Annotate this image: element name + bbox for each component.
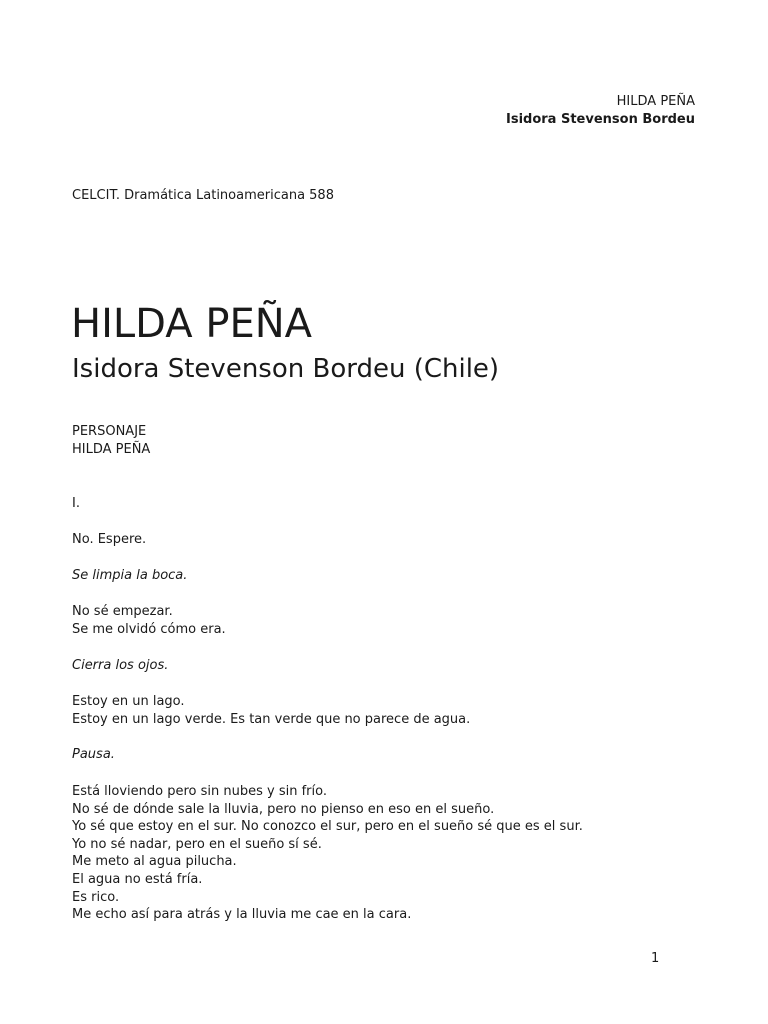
play-author: Isidora Stevenson Bordeu (Chile): [72, 354, 500, 384]
dialogue-line: Me echo así para atrás y la lluvia me cae en la cara.: [72, 907, 412, 923]
stage-direction: Se limpia la boca.: [72, 568, 188, 583]
running-header-title: HILDA PEÑA: [616, 94, 695, 109]
dialogue-line: Yo sé que estoy en el sur. No conozco el sur, pero en el sueño sé que es el sur.: [72, 819, 583, 835]
dialogue-line: Se me olvidó cómo era.: [72, 621, 226, 637]
dialogue-paragraph: [72, 603, 226, 638]
dialogue-line: No sé empezar.: [72, 604, 173, 619]
dialogue-line: No sé de dónde sale la lluvia, pero no pienso en eso en el sueño.: [72, 801, 495, 817]
characters-heading: PERSONAJE: [72, 424, 147, 439]
page-number: 1: [651, 951, 660, 966]
running-header-author: Isidora Stevenson Bordeu: [506, 112, 695, 127]
series-line: CELCIT. Dramática Latinoamericana 588: [72, 188, 334, 203]
dialogue-line: Está lloviendo pero sin nubes y sin frío.: [72, 784, 327, 799]
dialogue-line: Me meto al agua pilucha.: [72, 854, 237, 870]
dialogue-line: No. Espere.: [72, 532, 147, 547]
scene-number: I.: [72, 496, 80, 511]
dialogue-line: Estoy en un lago.: [72, 694, 185, 709]
characters-section: [72, 423, 150, 458]
dialogue-paragraph: [72, 783, 583, 924]
stage-direction: Cierra los ojos.: [72, 658, 169, 673]
dialogue-paragraph: [72, 693, 470, 728]
dialogue-line: Estoy en un lago verde. Es tan verde que no parece de agua.: [72, 711, 471, 727]
stage-direction: Pausa.: [72, 747, 115, 762]
play-title: HILDA PEÑA: [71, 301, 313, 347]
dialogue-line: Yo no sé nadar, pero en el sueño sí sé.: [72, 836, 322, 852]
character-name: HILDA PEÑA: [72, 441, 151, 457]
dialogue-line: El agua no está fría.: [72, 871, 203, 887]
dialogue-line: Es rico.: [72, 889, 120, 905]
